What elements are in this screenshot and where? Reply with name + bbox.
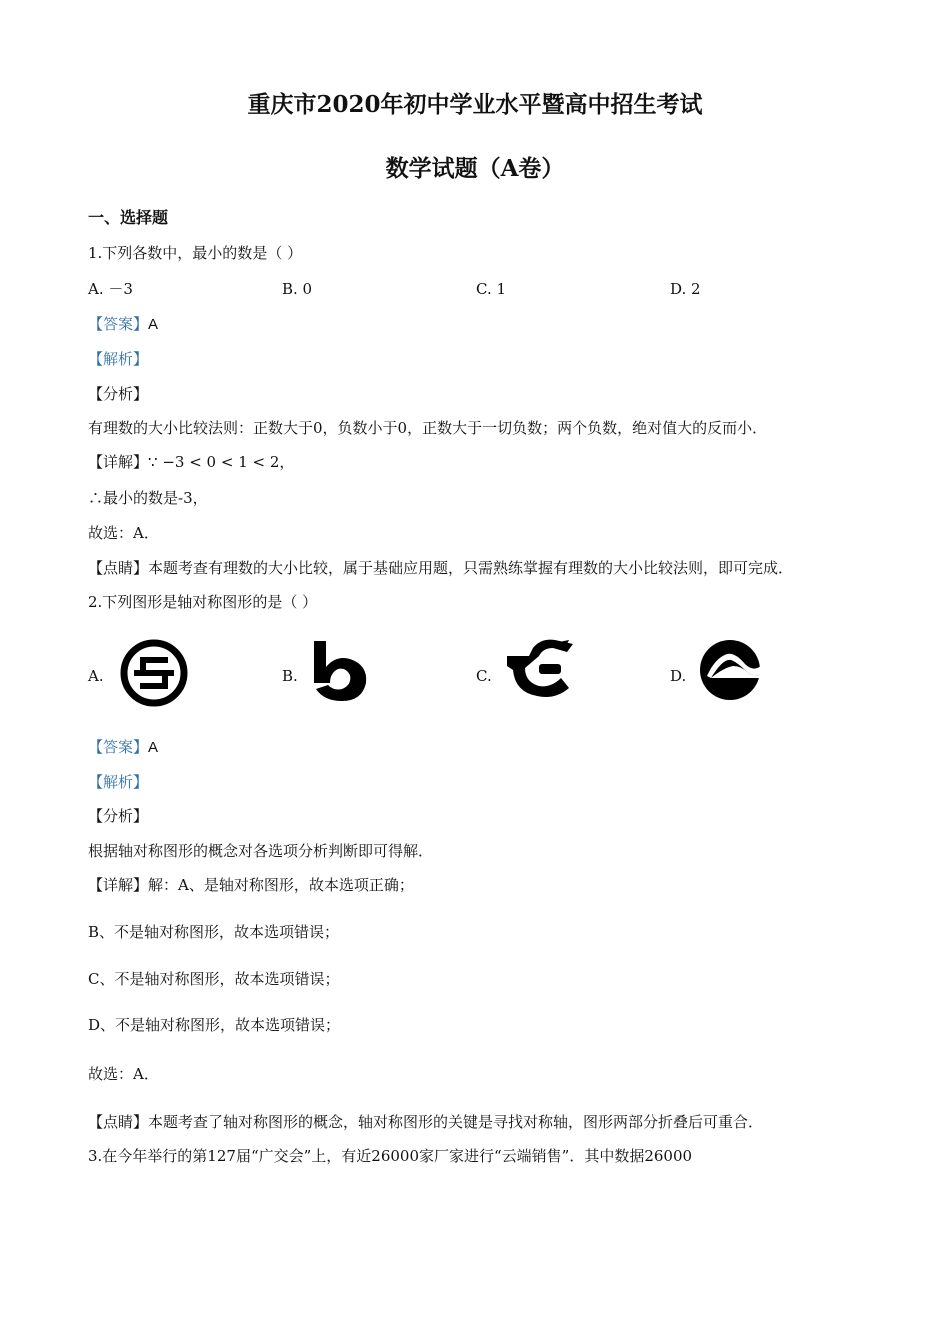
q2-xiangjie-text: 解：A、是轴对称图形，故本选项正确； — [148, 876, 414, 894]
q1-answer-tag: 【答案】 — [88, 315, 149, 333]
q1-option-c: C. 1 — [476, 280, 507, 298]
q2-c-text: C、不是轴对称图形，故本选项错误； — [88, 970, 340, 988]
q1-xiangjie-text: ∵ −3 < 0 < 1 < 2， — [148, 453, 295, 471]
q3-stem: 3.在今年举行的第127届“广交会”上，有近26000家厂家进行“云端销售”．其中数据26000 — [88, 1147, 693, 1165]
q1-answer: A — [148, 316, 159, 333]
q2-option-a-label: A. — [88, 667, 104, 685]
q1-answer-row — [88, 314, 158, 335]
q2-answer-tag: 【答案】 — [88, 738, 149, 756]
q2-guxuan: 故选：A． — [88, 1065, 159, 1083]
q1-option-b: B. 0 — [282, 280, 313, 298]
q1-xiangjie-row — [88, 452, 294, 472]
q2-dianjing-tag: 【点睛】 — [88, 1113, 149, 1131]
q2-dianjing-row — [88, 1112, 763, 1132]
q2-xiangjie-tag: 【详解】 — [88, 876, 149, 894]
q1-dianjing-tag: 【点睛】 — [88, 559, 149, 577]
q2-fenxi: 【分析】 — [88, 807, 149, 825]
q2-dianjing-text: 本题考查了轴对称图形的概念，轴对称图形的关键是寻找对称轴，图形两部分折叠后可重合． — [148, 1113, 764, 1131]
q1-dianjing-row — [88, 558, 793, 578]
q2-option-c-label: C. — [476, 667, 492, 685]
q1-therefore: ∴最小的数是-3， — [88, 489, 208, 507]
title-line-2: 数学试题（A卷） — [385, 155, 565, 182]
q2-answer-row — [88, 737, 158, 758]
q1-dianjing-text: 本题考查有理数的大小比较，属于基础应用题，只需熟练掌握有理数的大小比较法则，即可完成． — [148, 559, 794, 577]
q2-answer: A — [148, 739, 159, 756]
bank-logo-a-icon — [118, 637, 190, 709]
q2-d-text: D、不是轴对称图形，故本选项错误； — [88, 1016, 341, 1034]
q1-fenxi-text: 有理数的大小比较法则：正数大于0，负数小于0，正数大于一切负数；两个负数，绝对值大的反而小． — [88, 419, 768, 437]
q1-option-a: A. －3 — [88, 280, 133, 298]
section-heading: 一、选择题 — [88, 208, 169, 227]
q2-b-text: B、不是轴对称图形，故本选项错误； — [88, 923, 340, 941]
q2-option-b-label: B. — [282, 667, 298, 685]
q2-option-d-label: D. — [670, 667, 687, 685]
q2-xiangjie-row — [88, 875, 414, 895]
q1-fenxi: 【分析】 — [88, 385, 149, 403]
q1-option-d: D. 2 — [670, 280, 701, 298]
q1-guxuan: 故选：A． — [88, 524, 159, 542]
q2-stem: 2.下列图形是轴对称图形的是（ ） — [88, 593, 318, 611]
q2-jiexi: 【解析】 — [88, 773, 149, 791]
q1-xiangjie-tag: 【详解】 — [88, 453, 149, 471]
bank-logo-b-icon — [306, 637, 372, 705]
q1-stem: 1.下列各数中，最小的数是（ ） — [88, 244, 303, 262]
title-line-1: 重庆市2020年初中学业水平暨高中招生考试 — [247, 91, 703, 118]
bank-logo-c-icon — [503, 634, 577, 700]
bank-logo-d-icon — [697, 638, 763, 702]
q1-jiexi: 【解析】 — [88, 350, 149, 368]
q2-fenxi-text: 根据轴对称图形的概念对各选项分析判断即可得解． — [88, 842, 434, 860]
